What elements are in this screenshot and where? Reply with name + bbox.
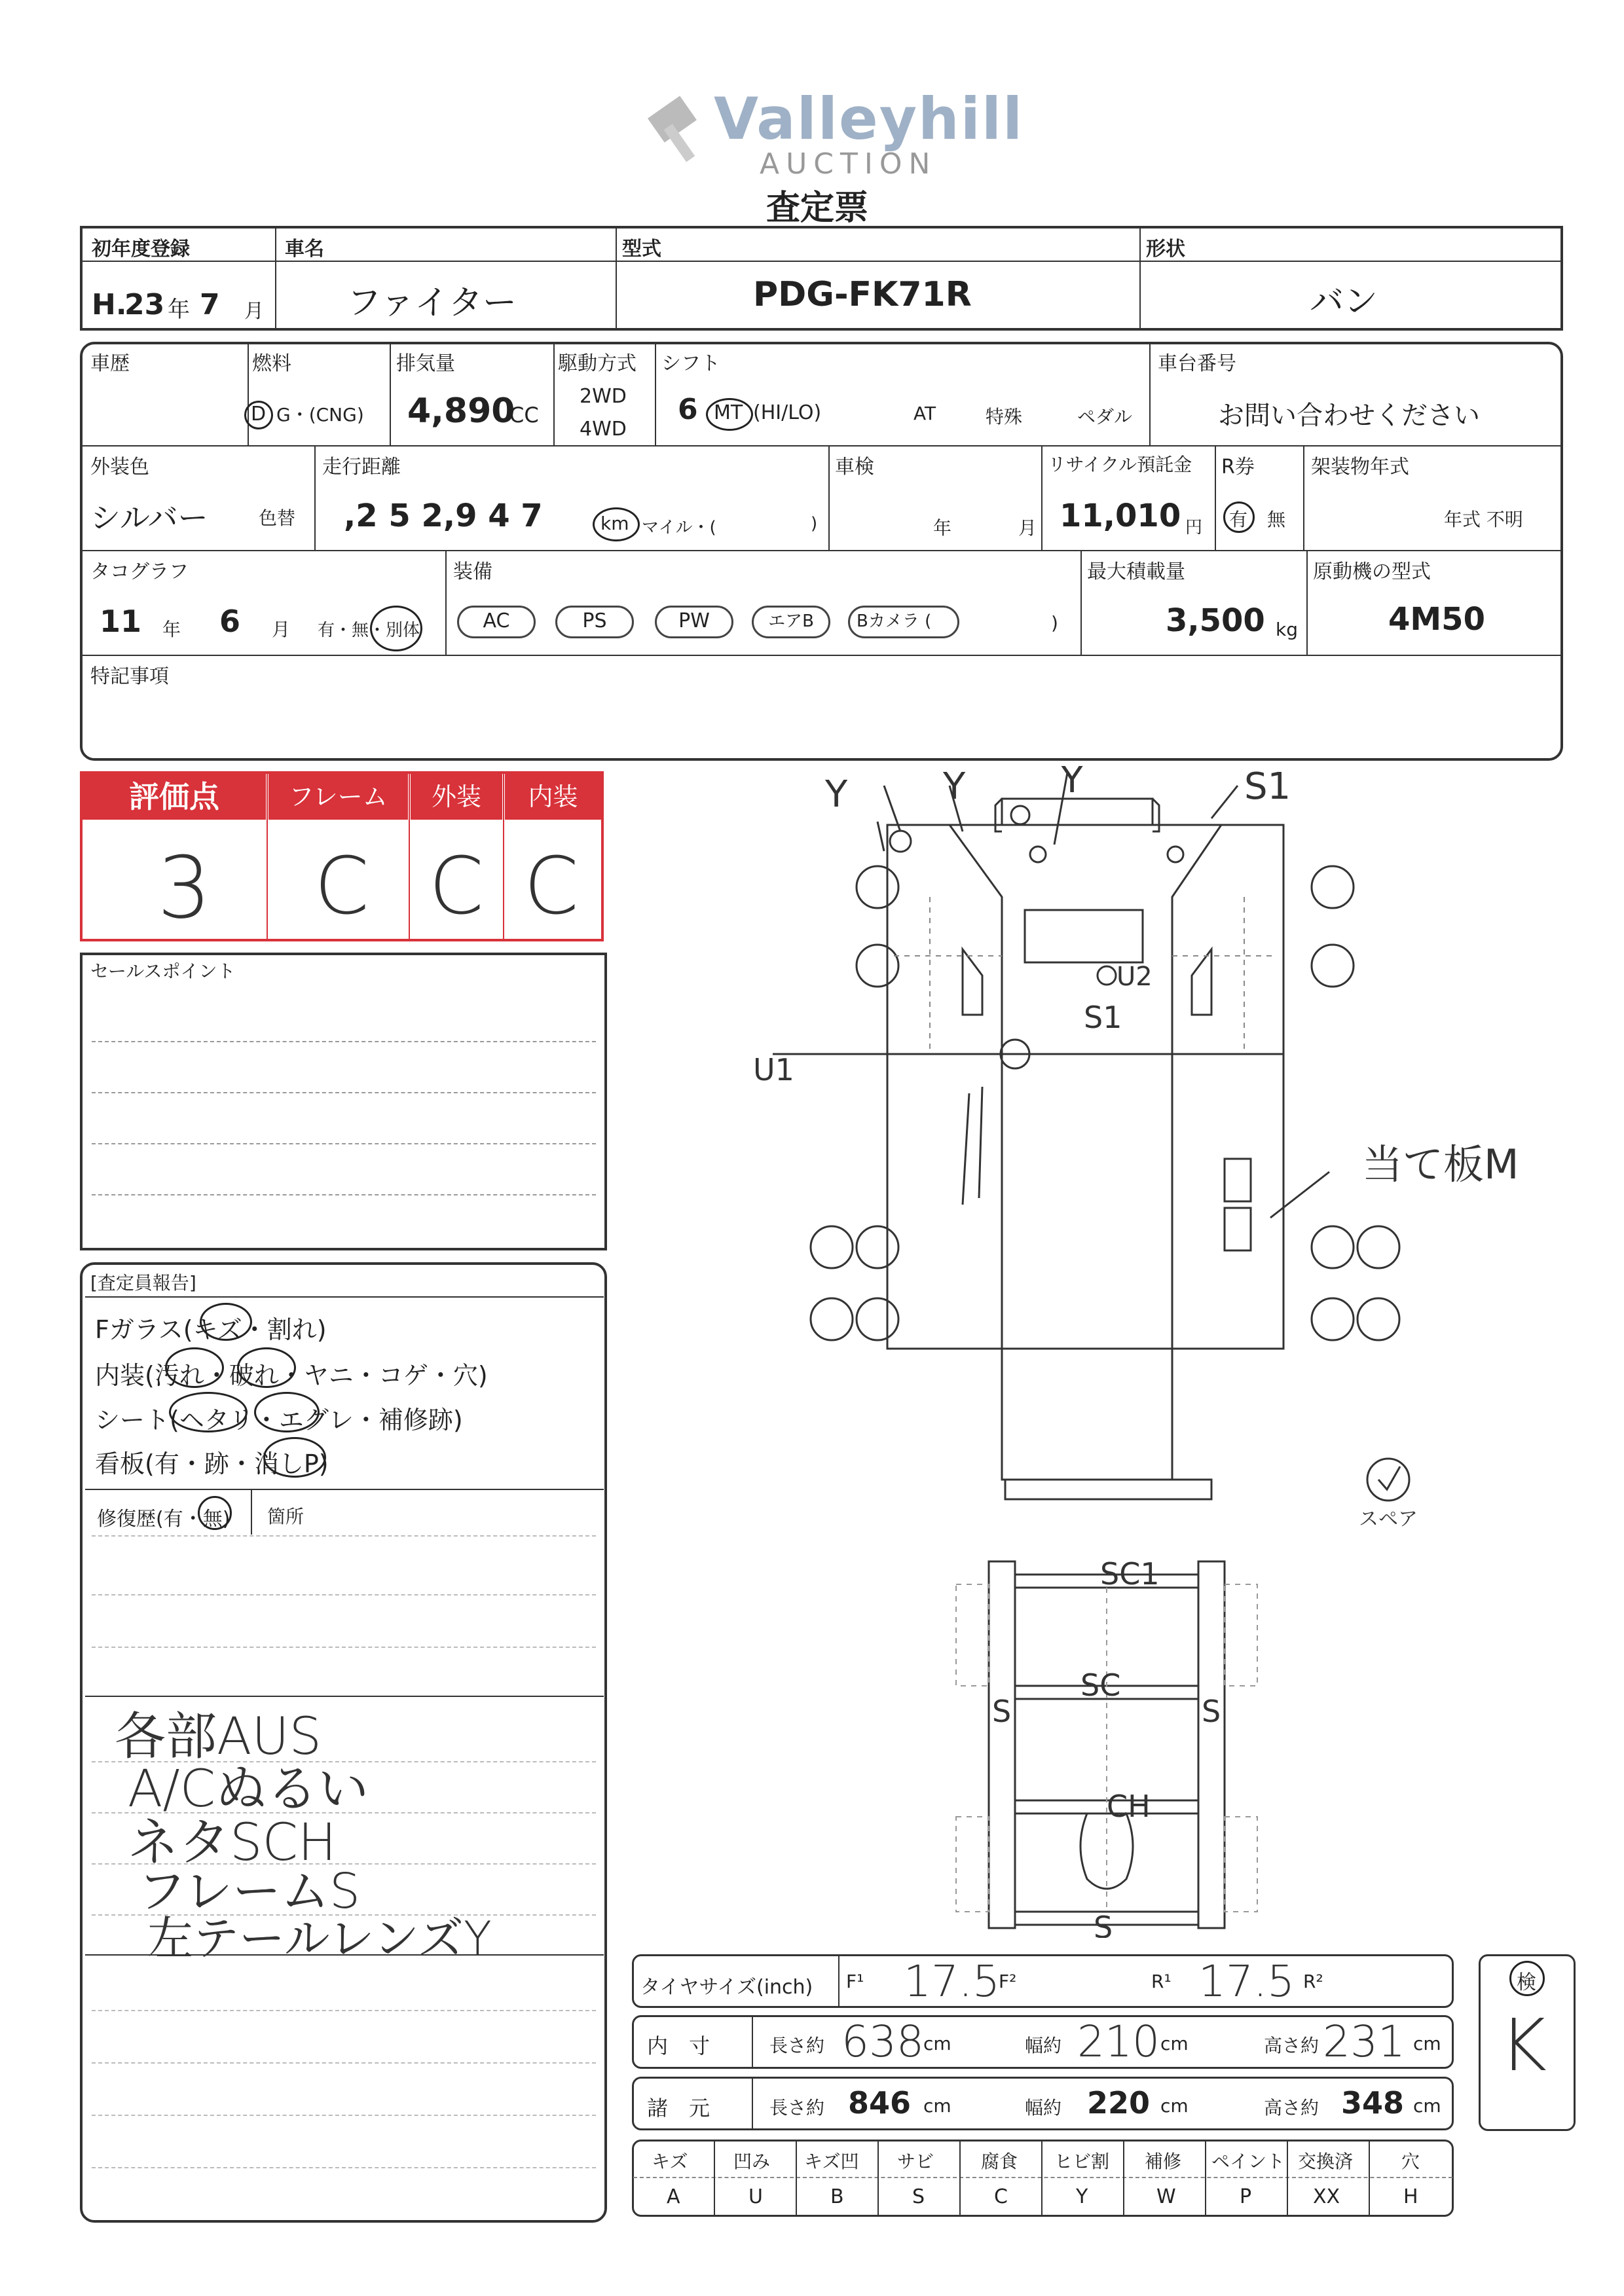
displacement-unit: CC: [509, 403, 539, 428]
shift-pedal: ペダル: [1077, 406, 1133, 428]
inspection-year-unit: 年: [933, 517, 952, 539]
logo-subtext: AUCTION: [760, 147, 937, 181]
gavel-logo-icon: [638, 85, 717, 170]
legend-code: U: [748, 2185, 763, 2208]
equip-close-paren: ): [1051, 612, 1058, 634]
tire-label: タイヤサイズ(inch): [640, 1976, 813, 1999]
legend-code: B: [830, 2185, 844, 2208]
truck-diagram: [753, 766, 1572, 1545]
repair-history: 修復歴(有・無): [97, 1508, 231, 1531]
r-no: 無: [1267, 509, 1286, 530]
special-notes-label: 特記事項: [90, 665, 169, 688]
frame-mark-sc1: SC1: [1100, 1558, 1160, 1592]
body: バン: [1310, 282, 1378, 321]
legend-code: XX: [1313, 2185, 1340, 2208]
tacho-options: 有・無・別体: [318, 621, 420, 640]
grade-header-score: 評価点: [83, 774, 266, 820]
model: PDG-FK71R: [753, 275, 972, 314]
engine-label: 原動機の型式: [1313, 560, 1431, 583]
equip-airbag: エアB: [752, 606, 830, 638]
grade-frame: C: [314, 841, 369, 932]
recycle-label: リサイクル預託金: [1048, 454, 1192, 475]
history-label: 車歴: [90, 352, 130, 375]
spec-len-unit: cm: [923, 2095, 951, 2117]
drive-4wd: 4WD: [580, 418, 627, 441]
year-unit: 年: [168, 297, 190, 323]
legend-name: ヒビ割: [1054, 2151, 1110, 2172]
legend-code: Y: [1076, 2185, 1088, 2208]
month-unit: 月: [244, 300, 264, 323]
recycle: 11,010: [1060, 498, 1181, 534]
mark-y3: Y: [1061, 766, 1084, 801]
grade-header-interior: 内装: [505, 774, 601, 820]
spec-h: 348: [1341, 2085, 1405, 2121]
mileage-mile: マイル・(: [642, 518, 716, 538]
check-label: 検: [1517, 1971, 1536, 1994]
drive-2wd: 2WD: [580, 385, 627, 408]
inspector-line-seat: シート(ヘタリ・エグレ・補修跡): [95, 1406, 463, 1434]
tacho-month: 6: [219, 604, 241, 639]
tire-f2-label: F²: [999, 1971, 1017, 1992]
sign-erased-circle: [263, 1437, 326, 1478]
frame-diagram: [943, 1558, 1283, 1938]
inner-len-unit: cm: [923, 2033, 951, 2054]
inspector-line-glass: Fガラス(キズ・割れ): [95, 1315, 327, 1344]
model-label: 型式: [622, 238, 661, 261]
mark-y2: Y: [943, 766, 966, 808]
legend-name: ペイント: [1211, 2151, 1285, 2172]
car-name: ファイター: [347, 283, 517, 323]
inner-h: 231: [1323, 2016, 1405, 2067]
legend-code: A: [667, 2185, 680, 2208]
legend-name: 凹み: [733, 2151, 771, 2172]
first-reg-label: 初年度登録: [92, 238, 190, 261]
equip-camera: Bカメラ (: [848, 606, 959, 638]
grade-interior: C: [524, 841, 579, 932]
displacement: 4,890: [407, 392, 515, 431]
spec-w: 220: [1087, 2085, 1151, 2121]
spec-h-label: 高さ約: [1264, 2097, 1320, 2119]
frame-mark-s-right: S: [1202, 1694, 1221, 1729]
legend-name: キズ: [652, 2151, 688, 2172]
inspector-line-interior: 内装(汚れ・破れ・ヤニ・コゲ・穴): [95, 1361, 488, 1390]
mark-plate: 当て板M: [1362, 1140, 1519, 1188]
tire-r1: 17.5: [1198, 1956, 1295, 2007]
r-yes: 有: [1229, 509, 1248, 530]
equipment-label: 装備: [453, 560, 492, 583]
grade-header-exterior: 外装: [411, 774, 502, 820]
grade-score: 3: [157, 838, 212, 938]
legend-code: P: [1240, 2185, 1252, 2208]
color-label: 外装色: [90, 456, 149, 479]
form-title: 査定票: [766, 189, 869, 228]
chassis: お問い合わせください: [1218, 401, 1480, 431]
shift-gears: 6: [678, 393, 698, 426]
inspection-label: 車検: [835, 456, 874, 479]
inner-w-label: 幅約: [1025, 2035, 1062, 2056]
legend-name: 穴: [1401, 2151, 1420, 2172]
legend-code: C: [994, 2185, 1008, 2208]
inner-h-unit: cm: [1413, 2033, 1441, 2054]
check-value: K: [1500, 2003, 1547, 2087]
color-change: 色替: [259, 507, 296, 529]
fuel-rest: G・(CNG): [276, 404, 364, 426]
spec-len: 846: [848, 2085, 912, 2121]
mark-u1: U1: [753, 1052, 794, 1087]
interior-dirt-circle: [165, 1347, 224, 1388]
mark-s1-top: S1: [1244, 766, 1291, 808]
tacho-month-unit: 月: [272, 619, 291, 640]
tire-r2-label: R²: [1303, 1971, 1323, 1992]
frame-mark-s-left: S: [992, 1694, 1012, 1729]
r-label: R券: [1221, 456, 1255, 479]
seat-sag-circle: [169, 1392, 248, 1432]
tacho-label: タコグラフ: [90, 560, 189, 583]
spec-label: 諸 元: [647, 2096, 710, 2121]
tire-f1-label: F¹: [846, 1971, 864, 1992]
equip-ps: PS: [555, 606, 634, 638]
chassis-label: 車台番号: [1158, 352, 1236, 375]
note-5: 左テールレンズY: [147, 1912, 492, 1965]
legend-name: 交換済: [1298, 2151, 1354, 2172]
shift-label: シフト: [661, 352, 720, 375]
tire-f1: 17.5: [904, 1956, 1000, 2007]
tire-r1-label: R¹: [1151, 1971, 1172, 1992]
interior-tear-circle: [237, 1347, 296, 1388]
shift-special: 特殊: [986, 406, 1023, 428]
inspection-month-unit: 月: [1018, 517, 1037, 539]
spec-len-label: 長さ約: [769, 2097, 825, 2119]
shift-at: AT: [913, 403, 936, 424]
color: シルバー: [90, 500, 208, 536]
seat-gouge-circle: [254, 1392, 320, 1432]
displacement-label: 排気量: [396, 352, 455, 375]
spec-w-unit: cm: [1160, 2095, 1189, 2117]
recycle-unit: 円: [1185, 518, 1203, 538]
first-reg-month: 7: [200, 288, 220, 321]
mileage-km: km: [600, 513, 629, 534]
mileage-label: 走行距離: [322, 456, 401, 479]
sales-point-box: [80, 953, 607, 1250]
mark-u2: U2: [1116, 962, 1153, 992]
body-year-text: 年式 不明: [1444, 509, 1523, 530]
frame-mark-sc: SC: [1080, 1667, 1121, 1703]
tacho-year: 11: [100, 604, 142, 639]
first-reg-era: H.: [92, 288, 127, 321]
inner-w: 210: [1077, 2016, 1160, 2067]
mark-s1-mid: S1: [1084, 1000, 1122, 1035]
spec-w-label: 幅約: [1025, 2097, 1062, 2119]
inner-h-label: 高さ約: [1264, 2035, 1320, 2056]
repair-none-circle: [198, 1496, 232, 1530]
sales-point-label: セールスポイント: [90, 960, 236, 982]
grade-header-frame: フレーム: [268, 774, 408, 820]
grade-exterior: C: [429, 841, 484, 932]
mileage-close-paren: ): [811, 514, 818, 534]
note-3: ネタSCH: [128, 1813, 337, 1872]
note-2: A/Cぬるい: [128, 1760, 369, 1819]
legend-name: 腐食: [981, 2151, 1018, 2172]
legend-code: H: [1403, 2185, 1418, 2208]
inner-label: 内 寸: [647, 2033, 710, 2058]
note-1: 各部AUS: [115, 1707, 322, 1766]
fuel-label: 燃料: [252, 352, 291, 375]
fuel-d: D: [251, 403, 267, 426]
mark-y1: Y: [825, 773, 848, 816]
frame-mark-s-bottom: S: [1094, 1910, 1113, 1938]
car-name-label: 車名: [285, 238, 324, 261]
mileage: ,2 5 2,9 4 7: [344, 498, 543, 534]
engine: 4M50: [1388, 601, 1485, 638]
legend-name: 補修: [1145, 2151, 1182, 2172]
legend-name: キズ凹: [804, 2151, 859, 2172]
equip-ac: AC: [457, 606, 536, 638]
inner-w-unit: cm: [1160, 2033, 1189, 2054]
legend-code: S: [912, 2185, 925, 2208]
drive-label: 駆動方式: [558, 352, 637, 375]
inspector-line-sign: 看板(有・跡・消しP): [95, 1449, 329, 1478]
first-reg-year: 23: [124, 288, 165, 321]
tacho-separate-circle: [370, 606, 422, 651]
inner-len-label: 長さ約: [769, 2035, 825, 2056]
repair-place-label: 箇所: [267, 1506, 304, 1527]
inner-len: 638: [841, 2016, 924, 2067]
shift-hilo: (HI/LO): [753, 401, 822, 424]
body-year-label: 架装物年式: [1311, 456, 1409, 479]
maxload: 3,500: [1166, 602, 1265, 639]
logo-text: Valleyhill: [714, 85, 1024, 153]
spare-label: スペア: [1359, 1508, 1418, 1531]
body-label: 形状: [1146, 238, 1185, 261]
legend-code: W: [1156, 2185, 1176, 2208]
shift-mt: MT: [714, 401, 743, 424]
spec-h-unit: cm: [1413, 2095, 1441, 2117]
legend-name: サビ: [897, 2151, 934, 2172]
frame-mark-ch: CH: [1107, 1789, 1151, 1824]
equip-pw: PW: [655, 606, 733, 638]
tacho-year-unit: 年: [162, 619, 181, 640]
spare-check-icon: [1367, 1459, 1409, 1501]
glass-scratch-circle: [200, 1303, 252, 1341]
inspector-title: [査定員報告]: [90, 1272, 196, 1294]
note-4: フレームS: [138, 1863, 361, 1920]
maxload-label: 最大積載量: [1087, 560, 1185, 583]
maxload-unit: kg: [1276, 619, 1298, 640]
